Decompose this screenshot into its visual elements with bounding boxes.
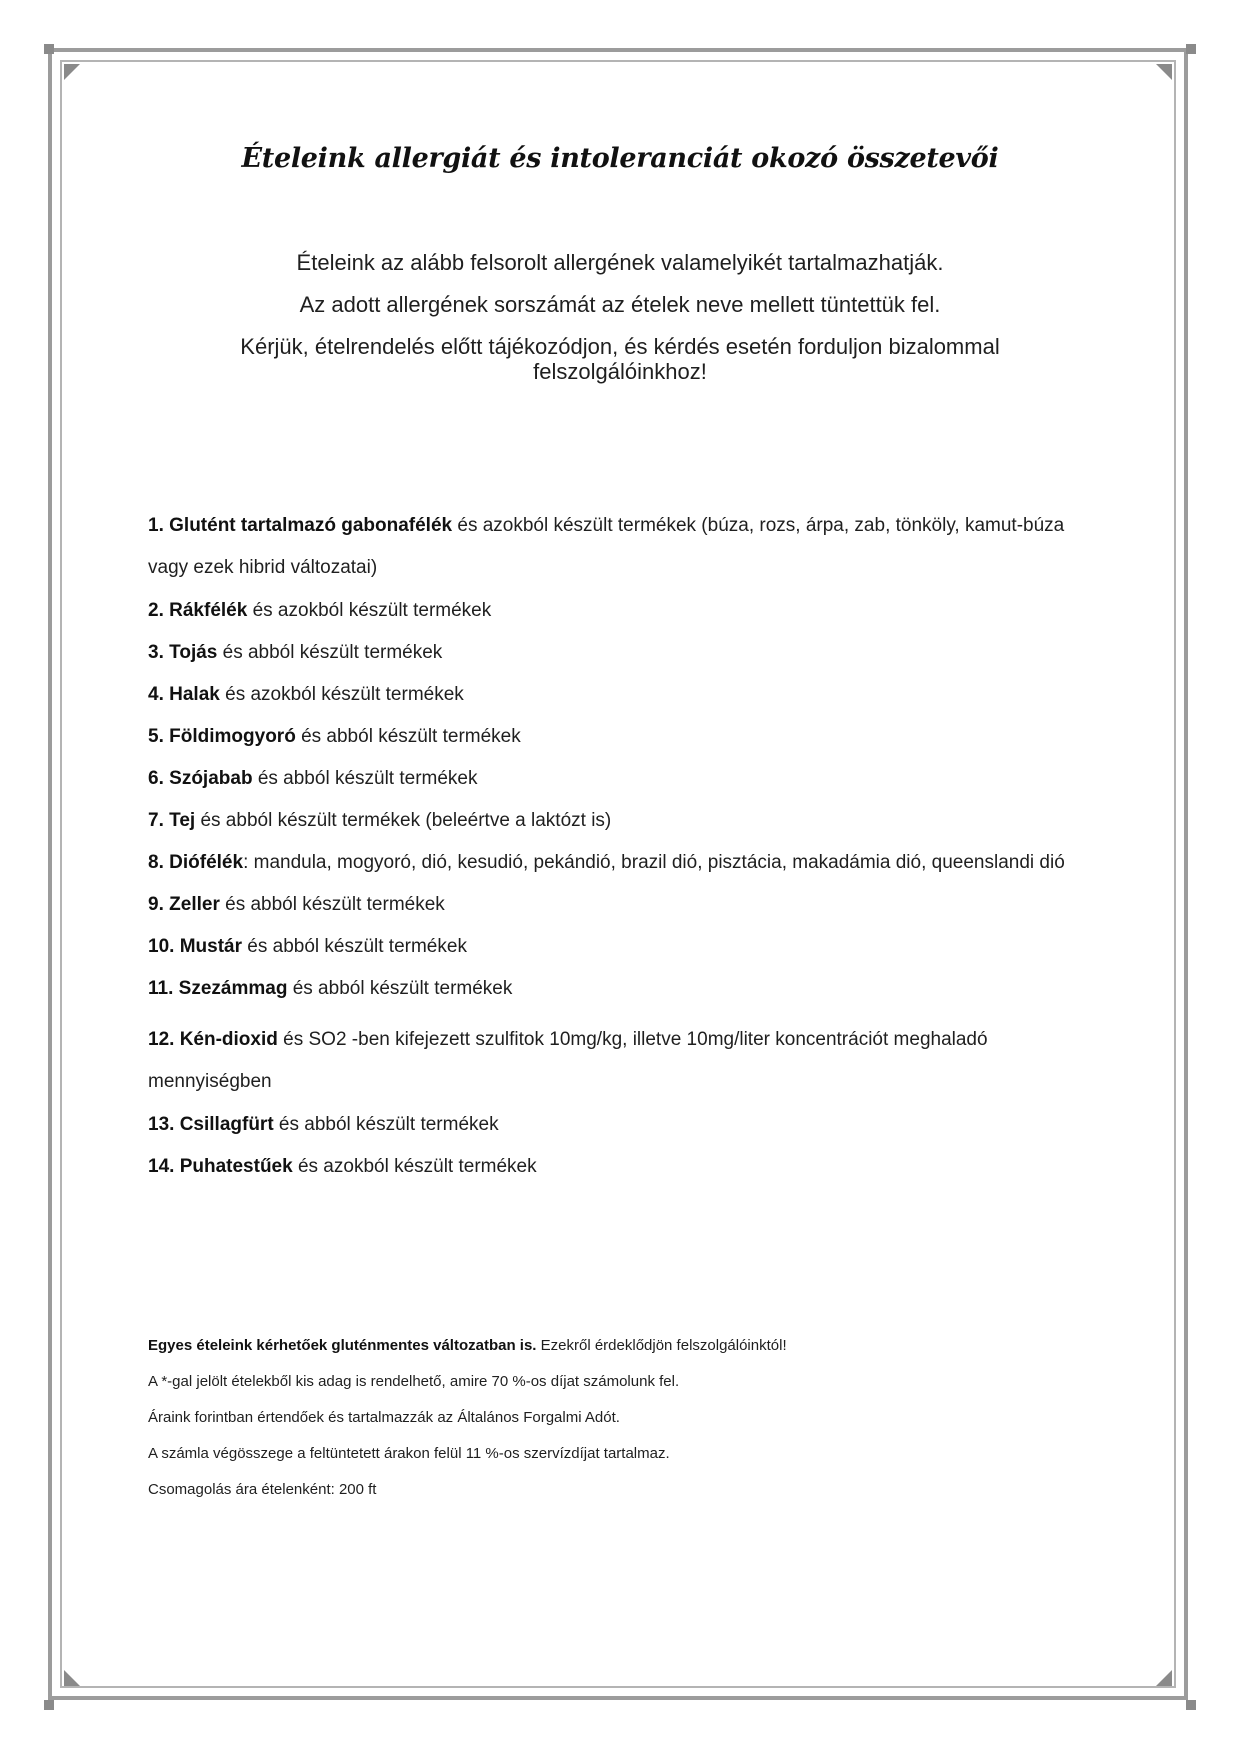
intro-line-3: Kérjük, ételrendelés előtt tájékozódjon, és kérdés esetén forduljon bizalommal felszolgálóinkhoz! [240,334,1000,384]
allergen-description: és azokból készült termékek (búza, rozs, árpa, zab, tönköly, kamut-búza vagy ezek hibrid változatai) [148,515,1065,578]
allergen-description: és abból készült termékek [219,894,445,915]
allergen-description: és abból készült termékek [295,726,521,747]
allergen-description: és abból készült termékek [287,978,513,999]
allergen-name: Puhatestűek [179,1156,293,1177]
allergen-number: 10. [148,936,175,957]
allergen-item-10 [148,935,1087,959]
corner-triangle-bottom-right [1156,1670,1172,1686]
corner-ornament-top-left [44,44,54,54]
allergen-item-12 [148,1019,1087,1103]
allergen-name: Csillagfürt [179,1114,274,1135]
allergen-number: 11. [148,978,174,999]
allergen-item-7 [148,809,1087,833]
allergen-item-9 [148,893,1087,917]
allergen-description: és abból készült termékek (beleértve a laktózt is) [195,810,612,831]
allergen-item-5 [148,725,1087,749]
allergen-name: Glutént tartalmazó gabonafélék [169,515,453,536]
intro-line-1: Ételeink az alább felsorolt allergének valamelyikét tartalmazhatják. [296,250,944,275]
corner-ornament-bottom-right [1186,1700,1196,1710]
allergen-name: Rákfélék [169,600,248,621]
allergen-item-6 [148,767,1087,791]
allergen-item-4 [148,683,1087,707]
note-packaging: Csomagolás ára ételenként: 200 ft [148,1481,377,1498]
allergen-item-13 [148,1113,1087,1137]
note-gluten-free [148,1336,1088,1355]
allergen-number: 13. [148,1114,175,1135]
note-small-portion: A *-gal jelölt ételekből kis adag is rendelhető, amire 70 %-os díjat számolunk fel. [148,1373,680,1390]
allergen-number: 9. [148,894,164,915]
allergen-number: 8. [148,852,164,873]
allergen-description: és abból készült termékek [242,936,467,957]
allergen-name: Halak [169,684,220,705]
page-title: Ételeink allergiát és intoleranciát okozó összetevői [241,143,999,174]
intro-line-2: Az adott allergének sorszámát az ételek neve mellett tüntettük fel. [299,292,941,317]
note-gluten-free-bold: Egyes ételeink kérhetőek gluténmentes változatban is. [148,1337,537,1354]
intro-section [200,250,1040,401]
allergen-name: Szójabab [169,768,253,789]
allergen-description: : mandula, mogyoró, dió, kesudió, pekándió, brazil dió, pisztácia, makadámia dió, queenslandi dió [243,852,1065,873]
allergen-item-8 [148,851,1087,875]
allergen-number: 14. [148,1156,175,1177]
allergen-description: és abból készült termékek [252,768,478,789]
allergen-name: Tej [169,810,196,831]
allergen-name: Tojás [169,642,218,663]
allergen-number: 12. [148,1029,175,1050]
allergen-name: Zeller [169,894,220,915]
allergen-name: Szezámmag [178,978,288,999]
corner-ornament-bottom-left [44,1700,54,1710]
allergen-item-2 [148,599,1087,623]
allergen-number: 6. [148,768,164,789]
allergen-number: 7. [148,810,164,831]
allergen-number: 2. [148,600,164,621]
allergen-description: és azokból készült termékek [292,1156,537,1177]
allergen-name: Kén-dioxid [179,1029,278,1050]
allergen-number: 3. [148,642,164,663]
allergen-item-11 [148,977,1087,1001]
allergen-description: és abból készült termékek [273,1114,499,1135]
allergen-name: Földimogyoró [169,726,296,747]
allergen-item-3 [148,641,1087,665]
allergen-number: 5. [148,726,164,747]
allergen-item-1 [148,505,1087,589]
allergen-list [148,505,1087,1197]
corner-triangle-top-right [1156,64,1172,80]
corner-triangle-bottom-left [64,1670,80,1686]
allergen-description: és azokból készült termékek [247,600,492,621]
allergen-item-14 [148,1155,1087,1179]
allergen-number: 4. [148,684,164,705]
corner-ornament-top-right [1186,44,1196,54]
allergen-description: és SO2 -ben kifejezett szulfitok 10mg/kg, illetve 10mg/liter koncentrációt meghaladó mennyiségben [148,1029,988,1092]
note-prices: Áraink forintban értendőek és tartalmazzák az Általános Forgalmi Adót. [148,1409,620,1426]
corner-triangle-top-left [64,64,80,80]
note-gluten-free-rest: Ezekről érdeklődjön felszolgálóinktól! [536,1337,787,1354]
allergen-name: Mustár [179,936,242,957]
note-service-charge: A számla végösszege a feltüntetett árakon felül 11 %-os szervízdíjat tartalmaz. [148,1445,670,1462]
allergen-description: és azokból készült termékek [219,684,464,705]
notes-section [148,1336,1088,1516]
allergen-number: 1. [148,515,164,536]
allergen-name: Diófélék [169,852,244,873]
allergen-description: és abból készült termékek [217,642,443,663]
